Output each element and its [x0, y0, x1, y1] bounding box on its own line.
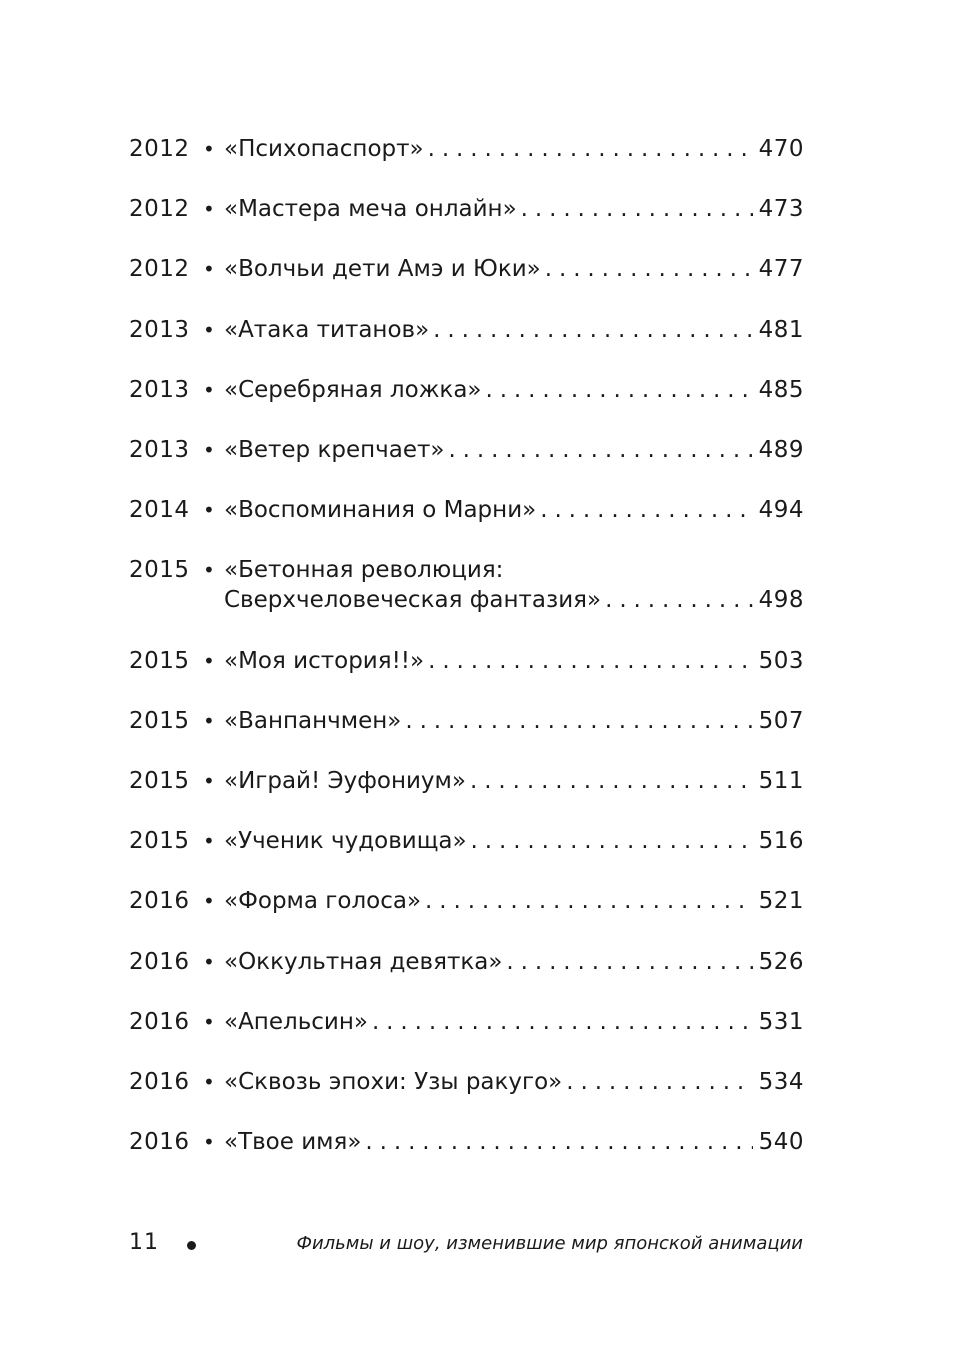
toc-entry-line	[224, 375, 804, 405]
toc-entry-title-block	[224, 194, 804, 224]
dot-leader	[428, 646, 753, 676]
toc-entry-title-block	[224, 254, 804, 284]
toc-entry-line	[224, 585, 804, 615]
toc-entry-year: 2016	[129, 1129, 190, 1156]
bullet-icon: •	[203, 377, 215, 402]
toc-entry-title-block	[224, 555, 804, 615]
toc-entry-line	[224, 254, 804, 284]
toc-entry-title-block	[224, 706, 804, 736]
toc-entry-title: «Моя история!!»	[224, 647, 425, 674]
toc-entry-title: «Оккультная девятка»	[224, 948, 503, 975]
bullet-icon: •	[203, 558, 215, 583]
bullet-icon: •	[203, 257, 215, 282]
dot-leader	[605, 585, 753, 615]
toc-entry-page: 485	[758, 376, 804, 403]
toc-entry-line	[224, 495, 804, 525]
toc-entry-title-block	[224, 766, 804, 796]
bullet-icon: •	[203, 438, 215, 462]
toc-entry-year: 2013	[129, 316, 190, 343]
toc-entry-page: 481	[758, 316, 804, 343]
toc-entry-page: 531	[758, 1008, 804, 1035]
toc-entry-line	[224, 555, 804, 585]
toc-entry-line	[224, 766, 804, 796]
toc-entry-line	[224, 194, 804, 224]
bullet-icon: •	[203, 889, 215, 914]
toc-entry-title-block	[224, 315, 804, 345]
toc-entry-title-block	[224, 134, 804, 164]
toc-entry-title-block	[224, 1067, 804, 1097]
toc-entry-title: «Ветер крепчает»	[224, 437, 445, 463]
toc-entry-title-block	[224, 1007, 804, 1037]
toc-entry-year: 2015	[129, 768, 190, 794]
toc-entry-page: 534	[758, 1069, 804, 1095]
toc-entry-title: «Волчьи дети Амэ и Юки»	[224, 256, 541, 283]
toc-entry-line	[224, 435, 804, 465]
page-footer	[0, 1230, 963, 1262]
toc-entry-title: «Форма голоса»	[224, 888, 422, 915]
dot-leader	[428, 134, 753, 164]
toc-entry-title-block	[224, 435, 804, 465]
bullet-icon: •	[203, 949, 215, 974]
bullet-icon: •	[203, 829, 215, 854]
toc-entry-line	[224, 947, 804, 977]
toc-entry-line	[224, 1007, 804, 1037]
bullet-icon: •	[203, 769, 215, 793]
dot-leader	[470, 766, 753, 796]
bullet-icon: •	[203, 1070, 215, 1094]
toc-entry-page: 470	[758, 136, 804, 162]
toc-entry-page: 473	[758, 196, 804, 223]
toc-entry-line	[224, 646, 804, 676]
toc-entry-year: 2013	[129, 376, 190, 403]
toc-entry-title: «Твое имя»	[224, 1129, 362, 1156]
toc-entry-title-block	[224, 375, 804, 405]
dot-leader	[433, 315, 752, 345]
toc-entry-year: 2016	[129, 1069, 190, 1095]
toc-entry-title-block	[224, 646, 804, 676]
toc-entry-title: «Апельсин»	[224, 1008, 368, 1035]
toc-entry-title: Сверхчеловеческая фантазия»	[224, 587, 602, 614]
toc-entry-year: 2012	[129, 136, 190, 162]
dot-leader	[448, 435, 752, 465]
toc-entry-year: 2016	[129, 948, 190, 975]
toc-entry-year: 2014	[129, 497, 190, 524]
toc-entry-year: 2013	[129, 437, 190, 463]
toc-entry-line	[224, 826, 804, 856]
bullet-icon: •	[203, 498, 215, 523]
toc-entry-page: 516	[758, 828, 804, 855]
toc-entry-page: 507	[758, 707, 804, 734]
toc-entry-year: 2016	[129, 1008, 190, 1035]
dot-leader	[545, 254, 753, 284]
dot-leader	[521, 194, 753, 224]
toc-entry-page: 494	[758, 497, 804, 524]
toc-entry-page: 503	[758, 647, 804, 674]
toc-entry-title: «Играй! Эуфониум»	[224, 768, 466, 794]
toc-entry-title-block	[224, 495, 804, 525]
dot-leader	[566, 1067, 752, 1097]
dot-leader	[372, 1007, 753, 1037]
toc-entry-year: 2012	[129, 256, 190, 283]
toc-entry-page: 521	[758, 888, 804, 915]
toc-entry-title: «Сквозь эпохи: Узы ракуго»	[224, 1069, 563, 1095]
toc-entry-line	[224, 134, 804, 164]
toc-entry-title-block	[224, 947, 804, 977]
toc-entry-title: «Мастера меча онлайн»	[224, 196, 517, 223]
toc-entry-line	[224, 1127, 804, 1157]
dot-leader	[425, 886, 753, 916]
dot-leader	[506, 947, 752, 977]
toc-entry-page: 498	[758, 587, 804, 614]
footer-bullet-icon	[187, 1241, 196, 1250]
toc-entry-year: 2016	[129, 888, 190, 915]
toc-entry-line	[224, 706, 804, 736]
dot-leader	[485, 375, 752, 405]
toc-entry-year: 2015	[129, 557, 190, 584]
toc-entry-title: «Атака титанов»	[224, 316, 430, 343]
toc-entry-title-block	[224, 886, 804, 916]
bullet-icon: •	[203, 708, 215, 733]
dot-leader	[540, 495, 752, 525]
toc-entry-title-block	[224, 826, 804, 856]
page-number: 11	[129, 1230, 159, 1255]
toc-entry-year: 2015	[129, 828, 190, 855]
toc-entry-page: 511	[758, 768, 804, 794]
bullet-icon: •	[203, 1130, 215, 1155]
toc-entry-year: 2015	[129, 707, 190, 734]
toc-entry-line	[224, 315, 804, 345]
toc-entry-page: 477	[758, 256, 804, 283]
dot-leader	[471, 826, 753, 856]
dot-leader	[365, 1127, 752, 1157]
bullet-icon: •	[203, 317, 215, 342]
bullet-icon: •	[203, 137, 215, 161]
running-title: Фильмы и шоу, изменившие мир японской анимации	[296, 1233, 803, 1254]
toc-entry-title: «Воспоминания о Марни»	[224, 497, 537, 524]
toc-entry-year: 2012	[129, 196, 190, 223]
toc-entry-title-block	[224, 1127, 804, 1157]
bullet-icon: •	[203, 197, 215, 222]
toc-entry-page: 526	[758, 948, 804, 975]
toc-entry-title: «Серебряная ложка»	[224, 376, 482, 403]
toc-entry-title: «Бетонная революция:	[224, 557, 504, 584]
bullet-icon: •	[203, 1009, 215, 1034]
toc-entry-title: «Психопаспорт»	[224, 136, 424, 162]
toc-entry-line	[224, 886, 804, 916]
toc-entry-line	[224, 1067, 804, 1097]
toc-entry-title: «Ванпанчмен»	[224, 707, 402, 734]
toc-entry-title: «Ученик чудовища»	[224, 828, 467, 855]
dot-leader	[405, 706, 752, 736]
toc-entry-page: 540	[758, 1129, 804, 1156]
toc-entry-year: 2015	[129, 647, 190, 674]
toc-entry-page: 489	[758, 437, 804, 463]
bullet-icon: •	[203, 648, 215, 673]
